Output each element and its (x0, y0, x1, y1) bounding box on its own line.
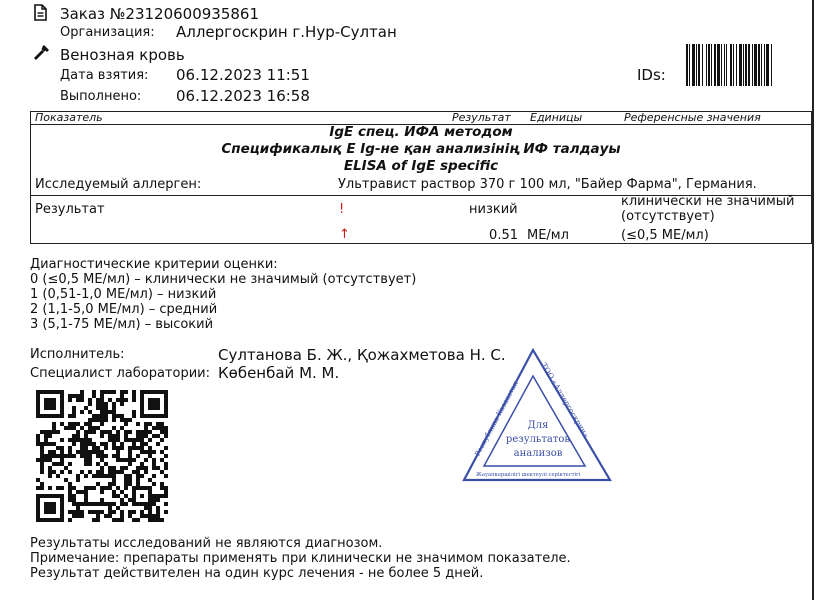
organization-label: Организация: (60, 25, 155, 40)
stamp-center-line: результатов (505, 434, 571, 445)
taken-value: 06.12.2023 11:51 (176, 66, 310, 84)
specialist-label: Специалист лаборатории: (30, 366, 210, 381)
test-title-kz: Спецификалық Е Ig-не қан анализінің ИФ талдауы (221, 141, 621, 157)
document-icon (34, 4, 47, 21)
svg-text:Жауапкершілігі шектеулі серікт (476, 472, 581, 478)
sample-type: Венозная кровь (60, 46, 185, 64)
done-value: 06.12.2023 16:58 (176, 87, 310, 105)
organization-value: Аллергоскрин г.Нур-Султан (176, 23, 397, 41)
page-edge (812, 0, 814, 600)
reference-text-line2: (отсутствует) (621, 209, 715, 224)
col-indicator: Показатель (35, 111, 103, 124)
result-flag: ! (339, 202, 345, 217)
stamp-center-line: анализов (513, 448, 563, 459)
footer-line: Примечание: препараты применять при клинически не значимом показателе. (30, 551, 571, 566)
allergen-value: Ультравист раствор 370 г 100 мл, "Байер Фарма", Германия. (338, 177, 757, 192)
order-number: Заказ №23120600935861 (60, 5, 260, 23)
criteria-line: 2 (1,1-5,0 МЕ/мл) – средний (30, 302, 218, 317)
allergen-label: Исследуемый аллерген: (35, 177, 202, 192)
stamp-center-line: Для (527, 420, 549, 431)
col-reference: Референсные значения (624, 111, 761, 124)
footer-line: Результат действителен на один курс лечения - не более 5 дней. (30, 566, 484, 581)
executor-value: Султанова Б. Ж., Қожахметова Н. С. (218, 346, 506, 364)
result-units: МЕ/мл (527, 228, 569, 243)
result-value-text: низкий (469, 202, 518, 217)
pipette-icon (32, 44, 50, 60)
result-row-name: Результат (35, 202, 105, 217)
reference-range: (≤0,5 МЕ/мл) (621, 228, 709, 243)
criteria-title: Диагностические критерии оценки: (30, 257, 278, 272)
criteria-line: 1 (0,51-1,0 МЕ/мл) – низкий (30, 287, 217, 302)
criteria-line: 3 (5,1-75 МЕ/мл) – высокий (30, 317, 214, 332)
executor-label: Исполнитель: (30, 347, 125, 362)
result-value-number: 0.51 (489, 228, 518, 243)
criteria-line: 0 (≤0,5 МЕ/мл) – клинически не значимый (отсутствует) (30, 272, 417, 287)
stamp-left-text: Республика Казахстан (473, 379, 520, 458)
qr-code (36, 390, 168, 522)
specialist-value: Көбенбай М. М. (218, 364, 340, 382)
test-title-ru: IgE спец. ИФА методом (329, 124, 513, 140)
lab-stamp (458, 346, 618, 486)
reference-text-line1: клинически не значимый (621, 194, 795, 209)
barcode (686, 44, 808, 86)
ids-label: IDs: (637, 66, 666, 84)
stamp-right-text: ТОО «Аллергоскрин» (539, 361, 591, 440)
col-units: Единицы (530, 111, 583, 124)
taken-label: Дата взятия: (60, 68, 149, 83)
col-result: Результат (452, 111, 511, 124)
done-label: Выполнено: (60, 89, 142, 104)
svg-text:Республика Казахстан (474, 379, 521, 457)
stamp-bottom-text: Жауапкершілігі шектеулі серіктестігі (476, 472, 581, 478)
test-title-en: ELISA of IgE specific (343, 158, 499, 174)
arrow-up-icon: ↑ (339, 227, 350, 242)
footer-line: Результаты исследований не являются диагнозом. (30, 536, 383, 551)
